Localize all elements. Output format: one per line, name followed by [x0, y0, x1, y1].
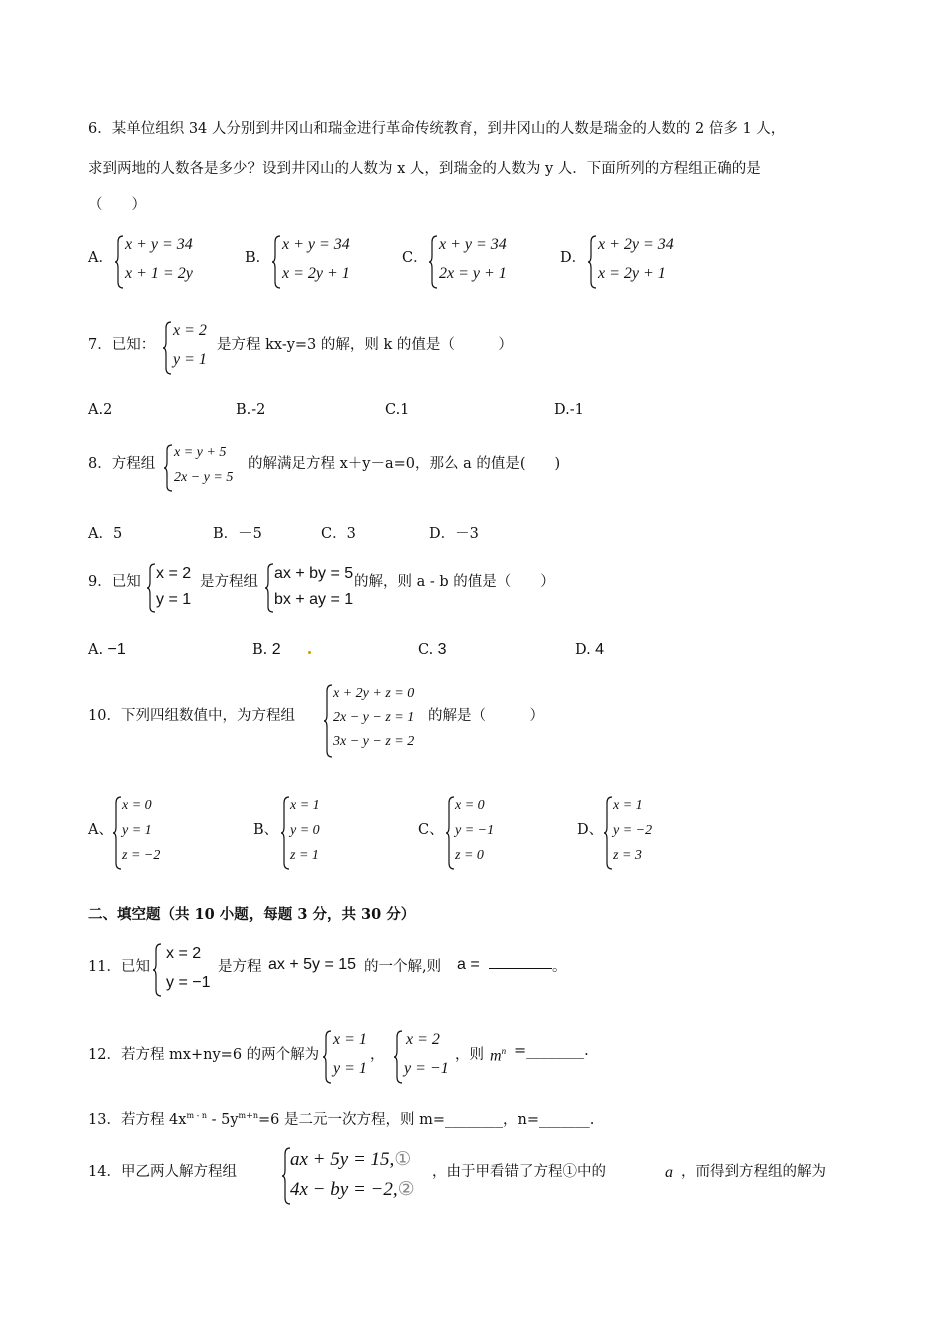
q7-option-c[interactable]: C.1	[385, 402, 410, 418]
q13-text	[88, 1108, 594, 1129]
equation-system	[394, 1029, 464, 1085]
equation-system	[147, 562, 202, 614]
equation-line: x + 1 = 2y	[125, 265, 193, 282]
q7-option-b[interactable]: B.-2	[236, 402, 266, 418]
q12-comma: ，	[370, 1047, 385, 1063]
q6-line1: 6．某单位组织 34 人分别到井冈山和瑞金进行革命传统教育，到井冈山的人数是瑞金的人数的 2 倍多 1 人，	[88, 121, 786, 137]
equation-line: x = 1	[613, 798, 643, 813]
q12-suffix[interactable]: =________.	[514, 1043, 589, 1059]
equation-system	[324, 683, 434, 759]
equation-system	[604, 795, 674, 871]
equation-line: y = 1	[122, 823, 152, 838]
q9-suffix: 的解，则 a - b 的值是（ ）	[354, 574, 555, 590]
brace-icon	[394, 1029, 404, 1085]
option-label: C、	[418, 822, 444, 838]
equation-line: 3x − y − z = 2	[333, 734, 415, 749]
equation-system	[323, 1029, 373, 1085]
equation-line: z = 0	[455, 848, 484, 863]
q12-prefix: 12．若方程 mx+ny=6 的两个解为	[88, 1047, 320, 1063]
option-label: B、	[253, 822, 279, 838]
brace-icon	[115, 234, 125, 290]
equation-system	[429, 234, 529, 290]
brace-icon	[164, 443, 174, 493]
option-value: 3	[433, 641, 447, 658]
q8-option-b[interactable]: B．－5	[213, 526, 262, 542]
q14-suffix1: ，由于甲看错了方程①中的	[432, 1164, 606, 1180]
q8-option-d[interactable]: D．－3	[429, 526, 479, 542]
equation-line: x = y + 5	[174, 445, 227, 460]
option-label: C．	[402, 250, 428, 266]
equation-line: x + y = 34	[125, 236, 193, 253]
equation-line: x + y = 34	[439, 236, 507, 253]
expr-exponent: n	[501, 1046, 507, 1056]
option-label: A、	[88, 822, 113, 838]
superscript: m - n	[186, 1111, 207, 1121]
equation-line: 2x − y = 5	[174, 470, 234, 485]
text-part: =6 是二元一次方程，则 m=________，n=_______.	[258, 1112, 595, 1128]
equation-system	[163, 320, 223, 376]
eq-text: ax + 5y = 15,	[290, 1149, 395, 1170]
q12-middle: ，则	[455, 1047, 484, 1063]
q11-answer-label: a =	[457, 956, 480, 973]
q10-suffix: 的解是（ ）	[428, 708, 544, 724]
q8-option-a[interactable]: A．5	[88, 526, 123, 542]
q10-prefix: 10．下列四组数值中，为方程组	[88, 708, 295, 724]
q9-option-a[interactable]	[88, 641, 126, 659]
equation-system	[281, 795, 351, 871]
q7-option-a[interactable]: A.2	[88, 402, 113, 418]
equation-line: x + y = 34	[282, 236, 350, 253]
equation-line: x = 2y + 1	[282, 265, 350, 282]
q11-prefix: 11．已知	[88, 959, 150, 975]
q9-option-c[interactable]	[418, 641, 447, 659]
equation-line: ax + by = 5	[274, 565, 354, 582]
q7-option-d[interactable]: D.-1	[554, 402, 584, 418]
circled-one-icon: ①	[394, 1149, 412, 1170]
option-value: −1	[103, 641, 126, 658]
q9-prefix: 9．已知	[88, 574, 141, 590]
q8-prefix: 8．方程组	[88, 456, 156, 472]
option-label: D、	[577, 822, 604, 838]
q6-paren: （ ）	[88, 197, 146, 213]
equation-line: y = −2	[613, 823, 653, 838]
option-label: B．	[245, 250, 271, 266]
equation-line: y = −1	[166, 974, 211, 991]
equation-line: x + 2y = 34	[598, 236, 674, 253]
q14-var: a	[665, 1164, 673, 1181]
option-label: A.	[88, 642, 104, 658]
equation-line: x = 0	[122, 798, 152, 813]
q11-equation: ax + 5y = 15	[268, 956, 357, 973]
q11-answer-blank[interactable]	[489, 968, 552, 969]
equation-system	[272, 234, 372, 290]
equation-line: z = 3	[613, 848, 642, 863]
option-value: 4	[590, 641, 605, 658]
equation-line: y = 1	[333, 1060, 367, 1077]
text-part: - 5y	[207, 1112, 239, 1128]
equation-line: x = 1	[290, 798, 320, 813]
circled-two-icon: ②	[397, 1179, 415, 1200]
q6-line2: 求到两地的人数各是多少？设到井冈山的人数为 x 人，到瑞金的人数为 y 人．下面所列的方程组正确的是	[88, 161, 761, 177]
brace-icon	[588, 234, 598, 290]
equation-line: 2x − y − z = 1	[333, 710, 415, 725]
superscript: m+n	[238, 1111, 258, 1121]
q14-suffix2: ，而得到方程组的解为	[681, 1164, 826, 1180]
equation-system	[446, 795, 516, 871]
equation-system	[588, 234, 698, 290]
equation-system	[153, 942, 213, 998]
q12-expression	[490, 1046, 506, 1065]
eq-text: 4x − by = −2,	[290, 1179, 398, 1200]
q8-option-c[interactable]: C．3	[321, 526, 356, 542]
option-value: 2	[267, 641, 281, 658]
q9-option-b[interactable]	[252, 641, 281, 659]
option-label: B.	[252, 642, 268, 658]
brace-icon	[429, 234, 439, 290]
q7-suffix: 是方程 kx-y=3 的解，则 k 的值是（ ）	[217, 337, 513, 353]
equation-system	[164, 443, 249, 493]
equation-line: y = −1	[455, 823, 495, 838]
equation-system	[113, 795, 183, 871]
brace-icon	[272, 234, 282, 290]
equation-line: y = −1	[404, 1060, 449, 1077]
option-label: D．	[560, 250, 587, 266]
equation-line	[290, 1148, 411, 1171]
equation-line: y = 1	[156, 591, 192, 608]
expr-base: m	[490, 1047, 502, 1065]
equation-line: z = 1	[290, 848, 319, 863]
equation-line: x = 0	[455, 798, 485, 813]
equation-line: x = 1	[333, 1031, 367, 1048]
option-label: A．	[88, 250, 113, 266]
brace-icon	[323, 1029, 333, 1085]
equation-line: x = 2	[406, 1031, 440, 1048]
equation-line	[290, 1178, 415, 1201]
q11-end: 。	[552, 959, 567, 975]
equation-line: x = 2y + 1	[598, 265, 666, 282]
brace-icon	[163, 320, 173, 376]
equation-line: y = 0	[290, 823, 320, 838]
equation-line: x + 2y + z = 0	[333, 686, 415, 701]
section-heading: 二、填空题（共 10 小题，每题 3 分，共 30 分）	[88, 906, 416, 923]
text-part: 13．若方程 4x	[88, 1112, 187, 1128]
equation-system	[115, 234, 215, 290]
equation-line: bx + ay = 1	[274, 591, 354, 608]
equation-line: x = 2	[156, 565, 192, 582]
brace-icon	[153, 942, 163, 998]
equation-system	[265, 562, 360, 614]
q11-middle: 是方程	[218, 959, 262, 975]
equation-system	[282, 1146, 432, 1206]
equation-line: x = 2	[166, 945, 202, 962]
q8-suffix: 的解满足方程 x＋y－a=0，那么 a 的值是( )	[248, 456, 561, 472]
decorative-dot	[308, 651, 311, 654]
q7-prefix: 7．已知：	[88, 337, 156, 353]
option-label: D.	[575, 642, 591, 658]
equation-line: y = 1	[173, 351, 207, 368]
q11-suffix: 的一个解,则	[364, 959, 442, 975]
equation-line: z = −2	[122, 848, 161, 863]
equation-line: 2x = y + 1	[439, 265, 507, 282]
q9-option-d[interactable]	[575, 641, 604, 659]
option-label: C.	[418, 642, 434, 658]
q9-middle: 是方程组	[200, 574, 258, 590]
q14-prefix: 14．甲乙两人解方程组	[88, 1164, 237, 1180]
equation-line: x = 2	[173, 322, 207, 339]
